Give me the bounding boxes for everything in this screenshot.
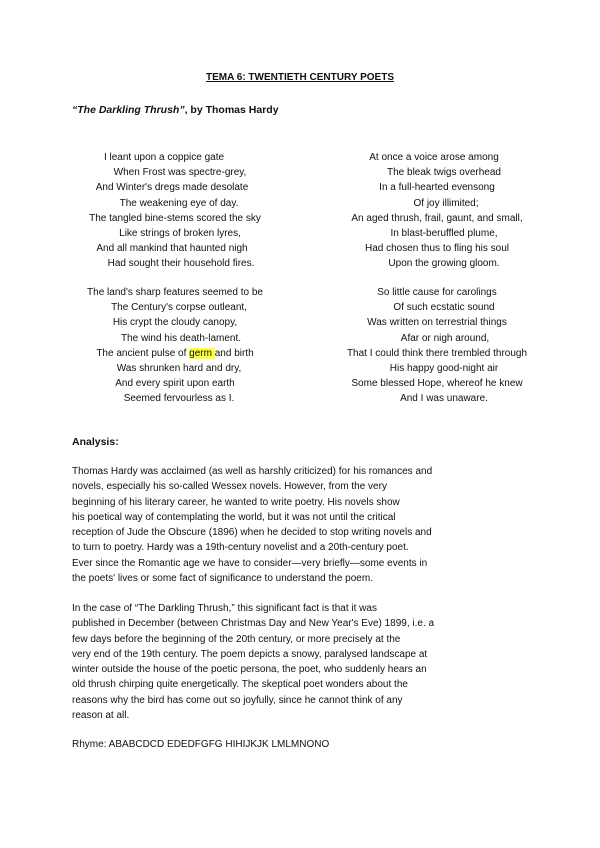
paragraph-line: published in December (between Christmas Day and New Year's Eve) 1899, i.e. a bbox=[72, 618, 435, 630]
paragraph-line: reason at all. bbox=[72, 710, 130, 722]
poem-line: That I could think there trembled through bbox=[346, 347, 528, 359]
poem-line: The land's sharp features seemed to be bbox=[87, 287, 263, 298]
poem-stanza-1 bbox=[45, 150, 305, 272]
poem-line: So little cause for carolings bbox=[377, 287, 497, 298]
poem-line: The bleak twigs overhead bbox=[387, 167, 501, 179]
poem-line: And all mankind that haunted nigh bbox=[96, 243, 248, 255]
poem-line: His happy good-night air bbox=[389, 363, 499, 375]
paragraph-line: beginning of his literary career, he wanted to write poetry. His novels show bbox=[72, 496, 400, 508]
paragraph-line: the poets' lives or some fact of significance to understand the poem. bbox=[72, 573, 373, 585]
poem-line: Had chosen thus to fling his soul bbox=[365, 243, 509, 255]
paragraph-line: Thomas Hardy was acclaimed (as well as harshly criticized) for his romances and bbox=[72, 466, 433, 477]
poem-line: Was written on terrestrial things bbox=[367, 317, 507, 329]
analysis-paragraph-1 bbox=[72, 464, 542, 586]
poem-stanza-4 bbox=[307, 285, 567, 407]
paragraph-line: novels, especially his so-called Wessex novels. However, from the very bbox=[72, 481, 387, 493]
poem-line: Some blessed Hope, whereof he knew bbox=[351, 378, 523, 390]
poem-line: At once a voice arose among bbox=[369, 152, 499, 163]
poem-stanza-3 bbox=[307, 150, 567, 272]
poem-line: Upon the growing gloom. bbox=[388, 258, 500, 270]
page-title: TEMA 6: TWENTIETH CENTURY POETS bbox=[206, 72, 394, 83]
poem-line: His crypt the cloudy canopy, bbox=[112, 317, 238, 329]
poem-line: And I was unaware. bbox=[400, 393, 488, 405]
poem-line: In blast-beruffled plume, bbox=[390, 228, 498, 240]
paragraph-line: In the case of “The Darkling Thrush,” this significant fact is that it was bbox=[72, 603, 377, 614]
poem-author: , by Thomas Hardy bbox=[184, 104, 279, 116]
poem-stanza-2 bbox=[45, 285, 305, 407]
poem-line: Of joy illimited; bbox=[413, 197, 479, 209]
paragraph-line: to turn to poetry. Hardy was a 19th-century novelist and a 20th-century poet. bbox=[72, 542, 409, 554]
poem-line-part: and birth bbox=[214, 347, 254, 359]
paragraph-line: old thrush chirping quite energetically. The skeptical poet wonders about the bbox=[72, 679, 408, 691]
poem-line: Had sought their household fires. bbox=[107, 258, 255, 270]
paragraph-line: very end of the 19th century. The poem depicts a snowy, paralysed landscape at bbox=[72, 648, 428, 660]
poem-line: An aged thrush, frail, gaunt, and small, bbox=[351, 212, 523, 224]
paragraph-line: winter outside the house of the poetic persona, the poet, who suddenly hears an bbox=[72, 664, 427, 676]
poem-line: Was shrunken hard and dry, bbox=[116, 363, 242, 375]
analysis-heading: Analysis: bbox=[72, 436, 119, 448]
paragraph-line: few days before the beginning of the 20th century, or more precisely at the bbox=[72, 633, 401, 645]
paragraph-line: his poetical way of contemplating the world, but it was not until the critical bbox=[72, 511, 396, 523]
poem-line: Afar or nigh around, bbox=[400, 332, 490, 344]
paragraph-line: reasons why the bird has come out so joyfully, since he cannot think of any bbox=[72, 694, 403, 706]
poem-line: Of such ecstatic sound bbox=[393, 302, 495, 314]
analysis-paragraph-2 bbox=[72, 601, 542, 723]
highlighted-word: germ bbox=[189, 347, 215, 359]
poem-line: The weakening eye of day. bbox=[119, 197, 239, 209]
paragraph-line: Ever since the Romantic age we have to consider—very briefly—some events in bbox=[72, 557, 428, 569]
poem-line: The Century's corpse outleant, bbox=[111, 302, 247, 314]
poem-line-part: The ancient pulse of bbox=[96, 347, 190, 359]
poem-line: And every spirit upon earth bbox=[115, 378, 235, 390]
poem-line: Seemed fervourless as I. bbox=[123, 393, 235, 405]
poem-title: “The Darkling Thrush” bbox=[72, 104, 185, 116]
poem-line: And Winter's dregs made desolate bbox=[95, 182, 249, 194]
paragraph-line: reception of Jude the Obscure (1896) when he decided to stop writing novels and bbox=[72, 527, 432, 539]
poem-line: The wind his death-lament. bbox=[120, 332, 242, 344]
poem-line: I leant upon a coppice gate bbox=[103, 152, 225, 163]
rhyme-scheme: Rhyme: ABABCDCD EDEDFGFG HIHIJKJK LMLMNONO bbox=[72, 739, 330, 750]
poem-line: The tangled bine-stems scored the sky bbox=[89, 212, 261, 224]
poem-line-highlighted bbox=[45, 346, 305, 361]
poem-line: Like strings of broken lyres, bbox=[119, 228, 241, 240]
poem-subtitle bbox=[72, 104, 279, 116]
poem-line: In a full-hearted evensong bbox=[379, 182, 495, 194]
poem-line: When Frost was spectre-grey, bbox=[113, 167, 247, 179]
